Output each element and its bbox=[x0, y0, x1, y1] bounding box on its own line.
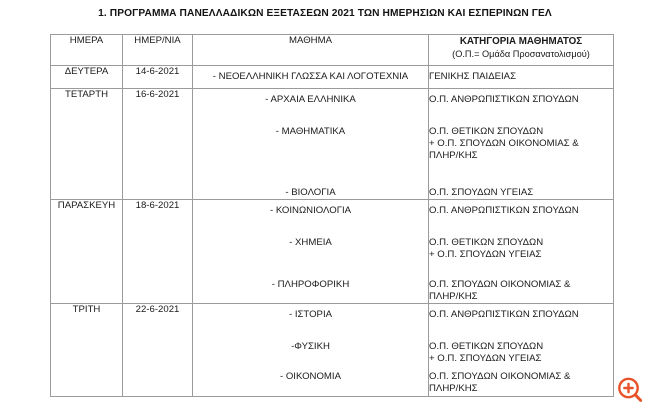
subject-item: - ΚΟΙΝΩΝΙΟΛΟΓΙΑ bbox=[269, 205, 352, 216]
category-item: + Ο.Π. ΣΠΟΥΔΩΝ ΟΙΚΟΝΟΜΙΑΣ & bbox=[429, 138, 579, 149]
column-header-category-main: ΚΑΤΗΓΟΡΙΑ ΜΑΘΗΜΑΤΟΣ bbox=[459, 36, 583, 47]
category-item: Ο.Π. ΘΕΤΙΚΩΝ ΣΠΟΥΔΩΝ bbox=[429, 126, 544, 137]
category-item: ΠΛΗΡ/ΚΗΣ bbox=[429, 291, 478, 302]
category-item: + Ο.Π. ΣΠΟΥΔΩΝ ΥΓΕΙΑΣ bbox=[429, 249, 542, 260]
category-item: ΠΛΗΡ/ΚΗΣ bbox=[429, 150, 478, 161]
table-row bbox=[51, 89, 614, 200]
category-item: Ο.Π. ΘΕΤΙΚΩΝ ΣΠΟΥΔΩΝ bbox=[429, 237, 544, 248]
table-body bbox=[51, 66, 614, 397]
category-item: Ο.Π. ΑΝΘΡΩΠΙΣΤΙΚΩΝ ΣΠΟΥΔΩΝ bbox=[429, 205, 579, 216]
subject-item: - ΒΙΟΛΟΓΙΑ bbox=[285, 187, 336, 198]
subject-item: - ΜΑΘΗΜΑΤΙΚΑ bbox=[275, 126, 346, 137]
category-item: Ο.Π. ΣΠΟΥΔΩΝ ΥΓΕΙΑΣ bbox=[429, 187, 534, 198]
subject-item: - ΠΛΗΡΟΦΟΡΙΚΗ bbox=[271, 279, 350, 290]
table-header-row bbox=[51, 35, 614, 66]
cell-categories bbox=[429, 89, 614, 200]
table-row bbox=[51, 200, 614, 304]
column-header-category-sub: (Ο.Π.= Ομάδα Προσανατολισμού) bbox=[452, 49, 590, 59]
category-item: ΠΛΗΡ/ΚΗΣ bbox=[429, 383, 478, 394]
cell-day: ΤΡΙΤΗ bbox=[51, 304, 123, 397]
category-item: ΓΕΝΙΚΗΣ ΠΑΙΔΕΙΑΣ bbox=[429, 71, 516, 82]
column-header-subject: ΜΑΘΗΜΑ bbox=[193, 35, 429, 66]
cell-categories bbox=[429, 304, 614, 397]
column-header-category bbox=[429, 35, 614, 66]
subject-item: - ΑΡΧΑΙΑ ΕΛΛΗΝΙΚΑ bbox=[265, 94, 356, 105]
subject-item: - ΙΣΤΟΡΙΑ bbox=[288, 309, 333, 320]
column-header-date: ΗΜΕΡ/ΝΙΑ bbox=[123, 35, 193, 66]
category-item: + Ο.Π. ΣΠΟΥΔΩΝ ΥΓΕΙΑΣ bbox=[429, 353, 542, 364]
cell-date: 18-6-2021 bbox=[123, 200, 193, 304]
cell-day: ΔΕΥΤΕΡΑ bbox=[51, 66, 123, 89]
category-item: Ο.Π. ΣΠΟΥΔΩΝ ΟΙΚΟΝΟΜΙΑΣ & bbox=[429, 279, 571, 290]
subject-item: -ΦΥΣΙΚΗ bbox=[291, 341, 330, 352]
subject-item: - ΟΙΚΟΝΟΜΙΑ bbox=[279, 371, 341, 382]
category-item: Ο.Π. ΣΠΟΥΔΩΝ ΟΙΚΟΝΟΜΙΑΣ & bbox=[429, 371, 571, 382]
cell-subjects bbox=[193, 66, 429, 89]
column-header-day: ΗΜΕΡΑ bbox=[51, 35, 123, 66]
cell-date: 16-6-2021 bbox=[123, 89, 193, 200]
cell-date: 14-6-2021 bbox=[123, 66, 193, 89]
cell-day: ΤΕΤΑΡΤΗ bbox=[51, 89, 123, 200]
page-title: 1. ΠΡΟΓΡΑΜΜΑ ΠΑΝΕΛΛΑΔΙΚΩΝ ΕΞΕΤΑΣΕΩΝ 2021 ΤΩΝ ΗΜΕΡΗΣΙΩΝ ΚΑΙ ΕΣΠΕΡΙΝΩΝ ΓΕΛ bbox=[98, 8, 552, 19]
table-row bbox=[51, 304, 614, 397]
cell-subjects bbox=[193, 89, 429, 200]
category-item: Ο.Π. ΘΕΤΙΚΩΝ ΣΠΟΥΔΩΝ bbox=[429, 341, 544, 352]
table-header bbox=[51, 35, 614, 66]
magnifier-plus-icon[interactable] bbox=[616, 376, 644, 404]
cell-categories bbox=[429, 66, 614, 89]
cell-date: 22-6-2021 bbox=[123, 304, 193, 397]
subject-item: - ΝΕΟΕΛΛΗΝΙΚΗ ΓΛΩΣΣΑ ΚΑΙ ΛΟΓΟΤΕΧΝΙΑ bbox=[212, 71, 409, 82]
cell-subjects bbox=[193, 200, 429, 304]
exam-schedule-table bbox=[50, 34, 614, 397]
cell-day: ΠΑΡΑΣΚΕΥΗ bbox=[51, 200, 123, 304]
cell-categories bbox=[429, 200, 614, 304]
cell-subjects bbox=[193, 304, 429, 397]
subject-item: - ΧΗΜΕΙΑ bbox=[289, 237, 332, 248]
category-item: Ο.Π. ΑΝΘΡΩΠΙΣΤΙΚΩΝ ΣΠΟΥΔΩΝ bbox=[429, 94, 579, 105]
table-row bbox=[51, 66, 614, 89]
category-item: Ο.Π. ΑΝΘΡΩΠΙΣΤΙΚΩΝ ΣΠΟΥΔΩΝ bbox=[429, 309, 579, 320]
